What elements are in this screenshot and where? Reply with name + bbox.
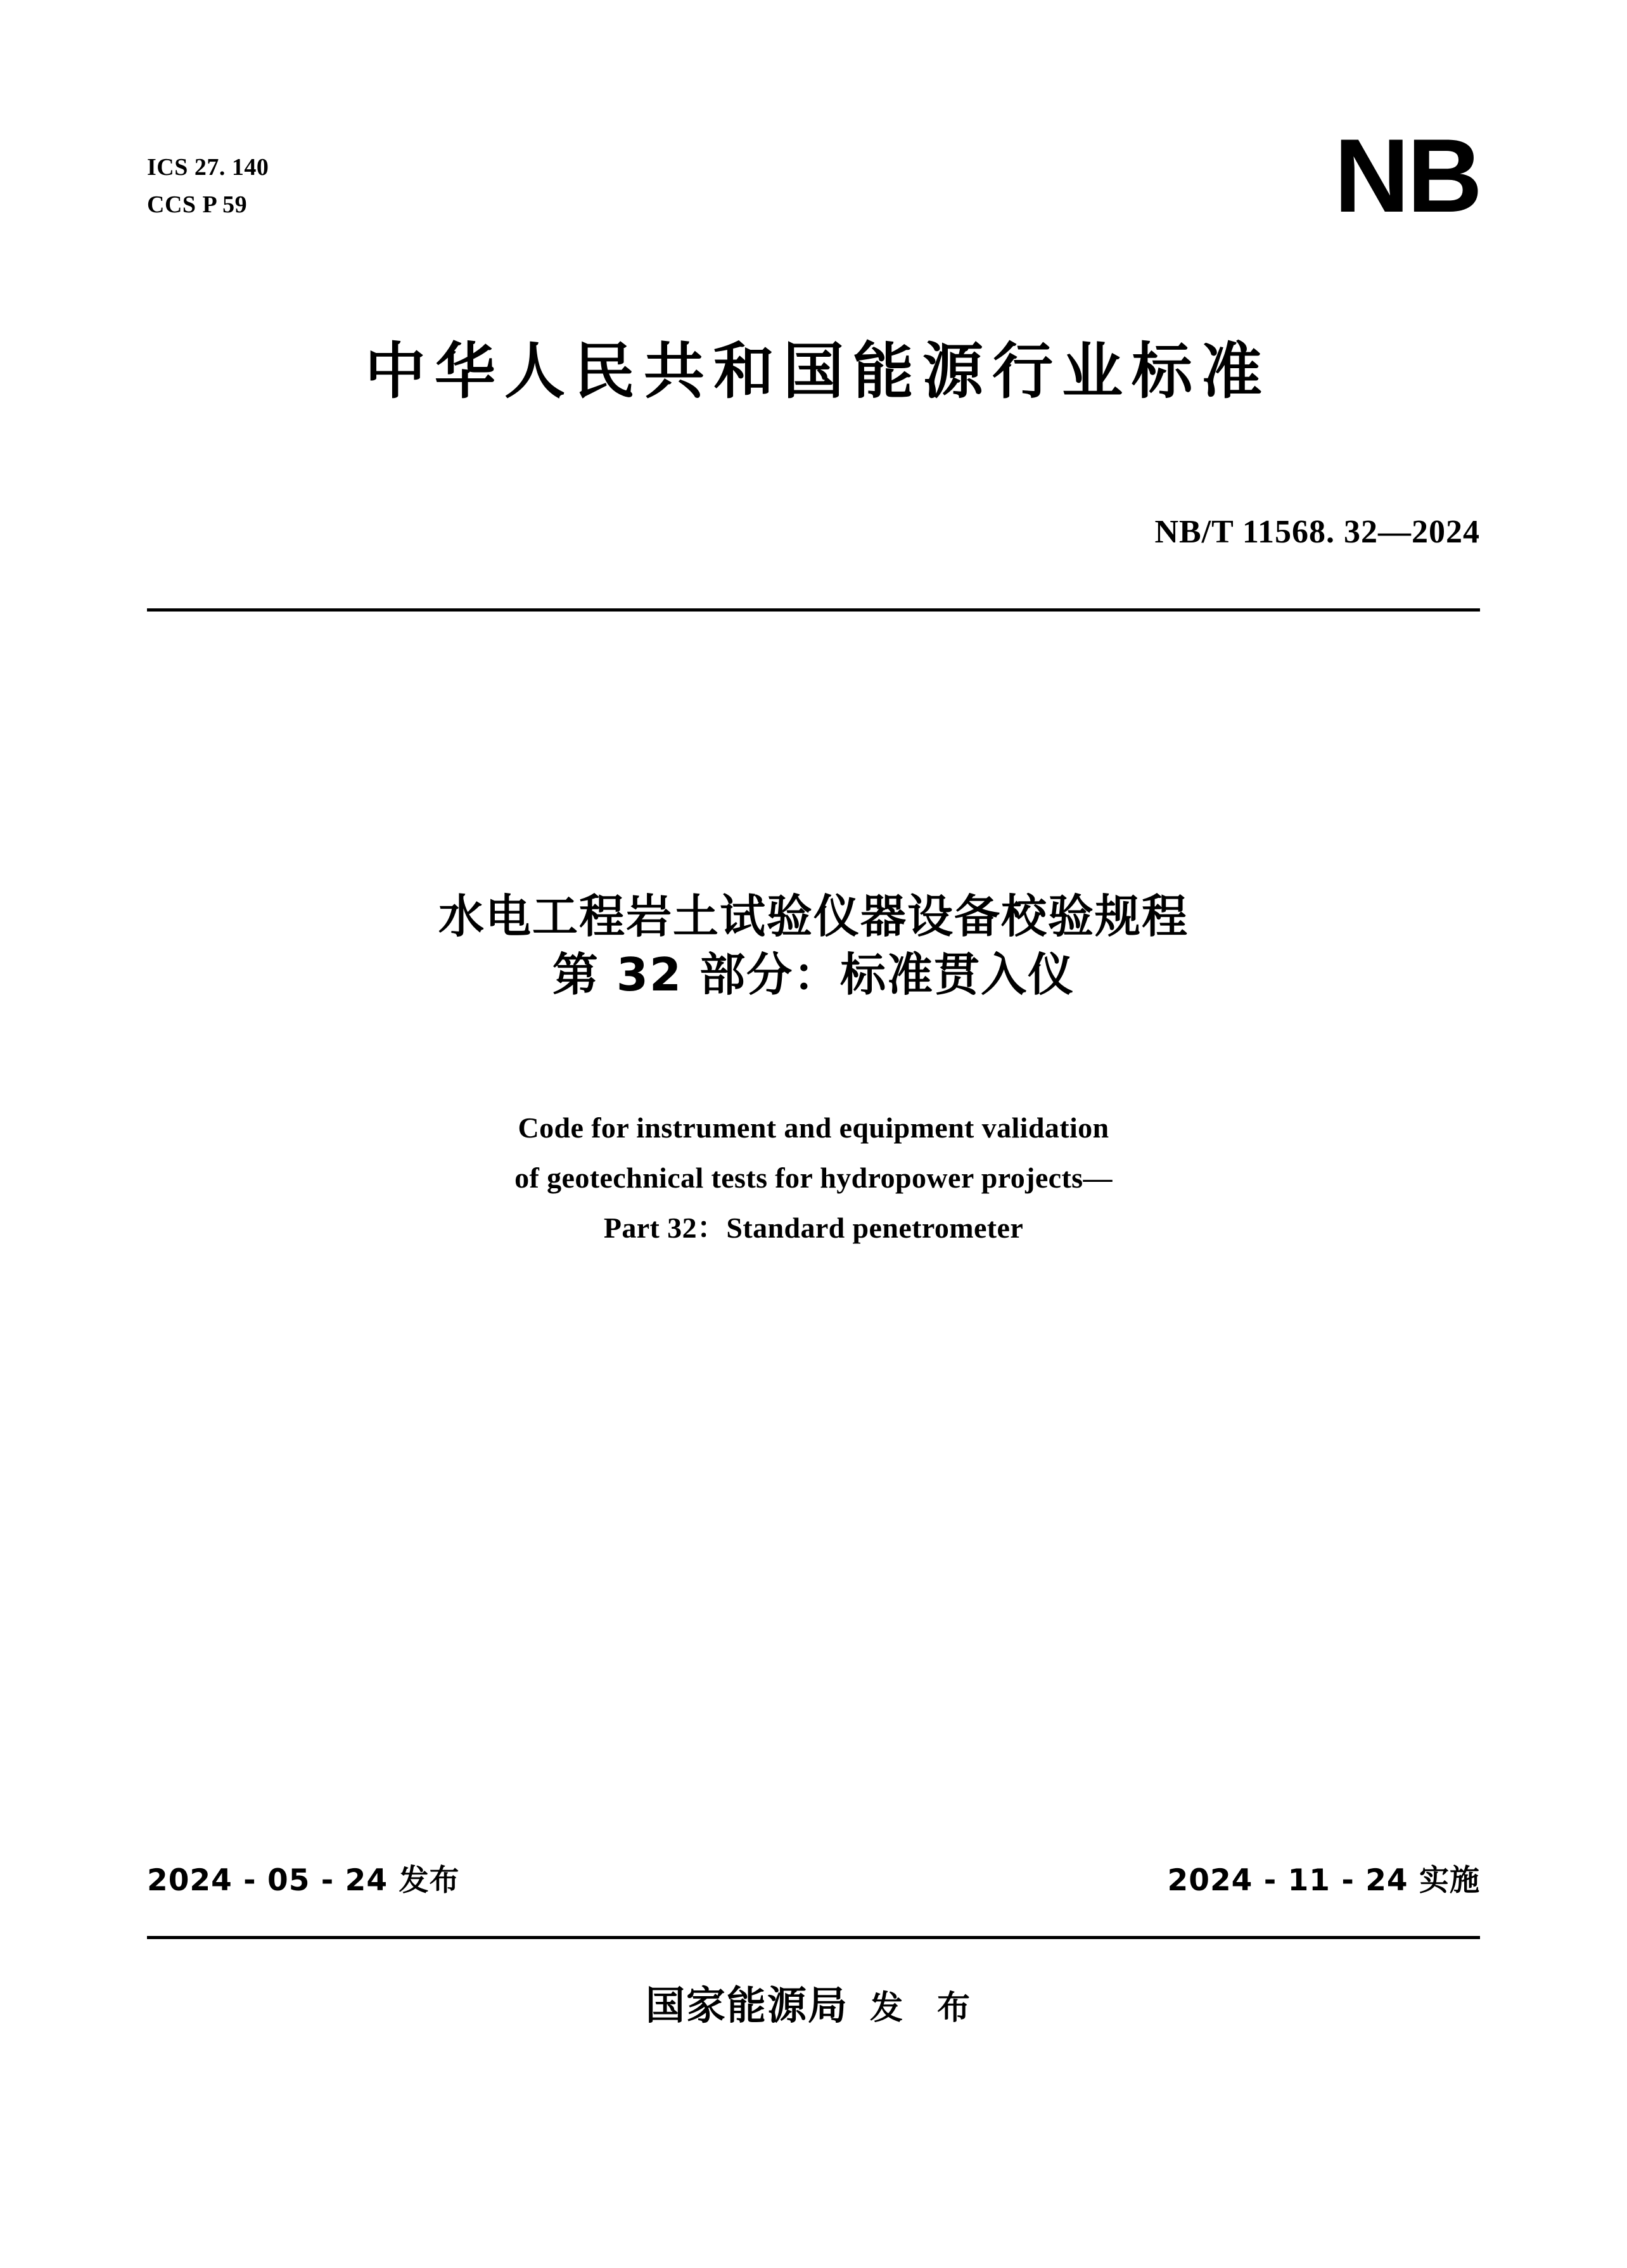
document-title-cn [147, 887, 1480, 1004]
publisher-verb: 发 布 [869, 1989, 982, 2027]
header-row [147, 117, 1480, 282]
dates-row [147, 1857, 1480, 1901]
standard-number: NB/T 11568. 32—2024 [1154, 514, 1480, 550]
document-title-en-line1: Code for instrument and equipment validation [518, 1112, 1109, 1144]
document-title-en-line2: of geotechnical tests for hydropower projects— [514, 1162, 1113, 1195]
divider-bottom [147, 1936, 1480, 1939]
document-title-cn-line1: 水电工程岩土试验仪器设备校验规程 [438, 890, 1189, 943]
issue-date: 2024 - 05 - 24 发布 [147, 1863, 460, 1898]
document-title-cn-line2: 第 32 部分：标准贯入仪 [552, 948, 1075, 1002]
document-title-en-line3: Part 32：Standard penetrometer [603, 1212, 1024, 1245]
ccs-code: CCS P 59 [147, 191, 248, 218]
nb-logo: NB [1334, 117, 1480, 234]
document-title-en [147, 1103, 1480, 1253]
organization-title: 中华人民共和国能源行业标准 [365, 336, 1271, 407]
ics-code: ICS 27. 140 [147, 154, 269, 181]
divider-top [147, 608, 1480, 612]
effective-date: 2024 - 11 - 24 实施 [1167, 1863, 1480, 1898]
classification-block [147, 149, 269, 224]
publisher-line [147, 1974, 1480, 2030]
publisher-name: 国家能源局 [645, 1982, 848, 2028]
